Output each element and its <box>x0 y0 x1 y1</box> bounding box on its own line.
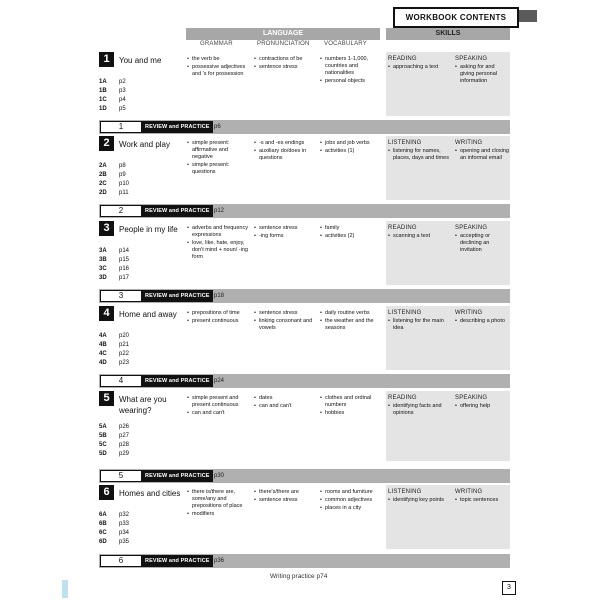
skill-heading: WRITING <box>455 310 483 316</box>
grammar-item: • there is/there are, some/any and prepositions of place <box>187 489 249 510</box>
lesson-page: p35 <box>119 539 130 545</box>
lesson-row[interactable] <box>99 105 126 114</box>
skill-item: • listening for names, places, days and times <box>388 148 450 162</box>
lesson-id: 6B <box>99 521 107 527</box>
grammar-item: • simple present: questions <box>187 162 249 176</box>
grammar-item: • possessive adjectives and 's for possession <box>187 64 249 78</box>
vocabulary-column <box>320 310 382 333</box>
lesson-row[interactable] <box>99 96 126 105</box>
grammar-list <box>187 225 249 261</box>
lesson-row[interactable] <box>99 450 129 459</box>
skill-column-2 <box>455 395 509 411</box>
skill-column-1 <box>388 395 450 418</box>
pronunciation-column <box>254 395 316 411</box>
review-page: p24 <box>214 378 225 384</box>
skill-column-2 <box>455 140 509 163</box>
skill-column-2 <box>455 225 509 255</box>
lesson-page: p29 <box>119 451 130 457</box>
review-unit-number: 5 <box>100 470 142 482</box>
pronunciation-column <box>254 140 316 163</box>
review-bar[interactable] <box>99 120 510 134</box>
lesson-list <box>99 423 129 459</box>
review-page: p12 <box>214 208 225 214</box>
review-unit-number: 6 <box>100 555 142 567</box>
lesson-page: p3 <box>119 88 126 94</box>
vocabulary-list <box>320 395 382 417</box>
lesson-page: p22 <box>119 351 130 357</box>
skill-column-1 <box>388 489 450 505</box>
lesson-id: 1B <box>99 88 107 94</box>
review-page: p18 <box>214 293 225 299</box>
review-page: p30 <box>214 473 225 479</box>
review-bar[interactable] <box>99 469 510 483</box>
vocabulary-header: VOCABULARY <box>324 41 367 47</box>
unit-number: 6 <box>99 485 114 500</box>
review-label: REVIEW and PRACTICE <box>142 205 213 217</box>
skill-column-1 <box>388 56 450 72</box>
unit-title[interactable]: Homes and cities <box>119 489 181 498</box>
lesson-list <box>99 78 126 114</box>
pronunciation-item: • can and can't <box>254 403 316 410</box>
vocabulary-item: • places in a city <box>320 505 382 512</box>
pronunciation-list <box>254 489 316 504</box>
skill-list <box>455 318 509 325</box>
review-label: REVIEW and PRACTICE <box>142 290 213 302</box>
unit-title[interactable]: You and me <box>119 56 162 65</box>
pronunciation-header: PRONUNCIATION <box>257 41 310 47</box>
pronunciation-item: • sentence stress <box>254 225 316 232</box>
skill-item: • identifying facts and opinions <box>388 403 450 417</box>
lesson-row[interactable] <box>99 341 129 350</box>
lesson-page: p14 <box>119 248 130 254</box>
review-unit-number: 1 <box>100 121 142 133</box>
lesson-row[interactable] <box>99 432 129 441</box>
lesson-row[interactable] <box>99 87 126 96</box>
lesson-page: p10 <box>119 181 130 187</box>
lesson-row[interactable] <box>99 78 126 87</box>
unit-cell <box>99 52 183 116</box>
pronunciation-item: • contractions of be <box>254 56 316 63</box>
lesson-page: p11 <box>119 190 129 196</box>
language-cell <box>184 136 384 200</box>
unit-title[interactable]: People in my life <box>119 225 178 234</box>
lesson-list <box>99 162 129 198</box>
grammar-column <box>187 489 249 519</box>
vocabulary-item: • common adjectives <box>320 497 382 504</box>
grammar-column <box>187 225 249 262</box>
vocabulary-column <box>320 56 382 86</box>
grammar-item: • can and can't <box>187 410 249 417</box>
skill-column-1 <box>388 310 450 333</box>
page-title: WORKBOOK CONTENTS <box>393 7 519 28</box>
review-unit-number: 2 <box>100 205 142 217</box>
lesson-list <box>99 332 129 368</box>
unit-row <box>99 52 510 116</box>
grammar-item: • present continuous <box>187 318 249 325</box>
margin-tab-decoration <box>62 580 68 598</box>
grammar-item: • simple present: affirmative and negative <box>187 140 249 161</box>
pronunciation-column <box>254 56 316 72</box>
lesson-row[interactable] <box>99 359 129 368</box>
lesson-page: p21 <box>119 342 130 348</box>
lesson-row[interactable] <box>99 247 129 256</box>
grammar-list <box>187 140 249 176</box>
lesson-row[interactable] <box>99 274 129 283</box>
vocabulary-column <box>320 225 382 241</box>
skill-item: • scanning a text <box>388 233 450 240</box>
pronunciation-list <box>254 395 316 410</box>
unit-row <box>99 221 510 285</box>
pronunciation-item: • sentence stress <box>254 64 316 71</box>
skill-item: • accepting or declining an invitation <box>455 233 509 254</box>
lesson-page: p34 <box>119 530 130 536</box>
language-header: LANGUAGE <box>186 28 380 40</box>
lesson-page: p9 <box>119 172 126 178</box>
lesson-id: 2A <box>99 163 107 169</box>
lesson-page: p8 <box>119 163 126 169</box>
skill-heading: SPEAKING <box>455 225 488 231</box>
lesson-row[interactable] <box>99 332 129 341</box>
vocabulary-item: • personal objects <box>320 78 382 85</box>
language-cell <box>184 221 384 285</box>
lesson-id: 3B <box>99 257 107 263</box>
lesson-row[interactable] <box>99 350 129 359</box>
lesson-row[interactable] <box>99 256 129 265</box>
unit-cell <box>99 136 183 200</box>
pronunciation-list <box>254 310 316 332</box>
skill-list <box>455 497 509 504</box>
writing-practice-link[interactable]: Writing practice p74 <box>270 573 328 580</box>
lesson-id: 2B <box>99 172 107 178</box>
lesson-id: 6C <box>99 530 107 536</box>
vocabulary-list <box>320 56 382 85</box>
lesson-row[interactable] <box>99 511 129 520</box>
lesson-row[interactable] <box>99 162 129 171</box>
vocabulary-list <box>320 140 382 155</box>
skill-heading: SPEAKING <box>455 56 488 62</box>
skill-list <box>388 403 450 417</box>
lesson-page: p15 <box>119 257 130 263</box>
lesson-page: p16 <box>119 266 130 272</box>
lesson-id: 3D <box>99 275 107 281</box>
unit-number: 4 <box>99 306 114 321</box>
language-cell <box>184 485 384 549</box>
skills-cell <box>386 391 510 461</box>
lesson-page: p23 <box>119 360 130 366</box>
review-bar[interactable] <box>99 204 510 218</box>
skill-list <box>388 318 450 332</box>
lesson-page: p2 <box>119 79 126 85</box>
lesson-id: 2D <box>99 190 107 196</box>
review-unit-number: 4 <box>100 375 142 387</box>
skill-list <box>388 497 450 504</box>
skill-list <box>455 64 509 85</box>
lesson-row[interactable] <box>99 538 129 547</box>
pronunciation-item: • there's/there are <box>254 489 316 496</box>
vocabulary-item: • daily routine verbs <box>320 310 382 317</box>
skill-column-2 <box>455 56 509 86</box>
review-unit-number: 3 <box>100 290 142 302</box>
vocabulary-column <box>320 395 382 418</box>
skill-item: • describing a photo <box>455 318 509 325</box>
unit-cell <box>99 485 183 549</box>
pronunciation-item: • linking consonant and vowels <box>254 318 316 332</box>
unit-number: 1 <box>99 52 114 67</box>
vocabulary-item: • rooms and furniture <box>320 489 382 496</box>
skill-item: • asking for and giving personal information <box>455 64 509 85</box>
grammar-item: • prepositions of time <box>187 310 249 317</box>
skill-heading: WRITING <box>455 489 483 495</box>
skill-heading: SPEAKING <box>455 395 488 401</box>
vocabulary-list <box>320 489 382 512</box>
skill-heading: LISTENING <box>388 310 422 316</box>
skills-cell <box>386 306 510 370</box>
skills-header: SKILLS <box>386 28 510 40</box>
vocabulary-list <box>320 310 382 332</box>
skill-item: • topic sentences <box>455 497 509 504</box>
lesson-row[interactable] <box>99 441 129 450</box>
pronunciation-item: • -s and -es endings <box>254 140 316 147</box>
vocabulary-item: • clothes and ordinal numbers <box>320 395 382 409</box>
pronunciation-column <box>254 310 316 333</box>
lesson-page: p26 <box>119 424 130 430</box>
vocabulary-item: • the weather and the seasons <box>320 318 382 332</box>
grammar-header: GRAMMAR <box>200 41 233 47</box>
lesson-id: 4C <box>99 351 107 357</box>
grammar-item: • adverbs and frequency expressions <box>187 225 249 239</box>
lesson-page: p27 <box>119 433 130 439</box>
unit-number: 3 <box>99 221 114 236</box>
grammar-item: • love, like, hate, enjoy, don't mind + noun/ -ing form <box>187 240 249 261</box>
skill-list <box>455 233 509 254</box>
lesson-page: p28 <box>119 442 130 448</box>
lesson-id: 5A <box>99 424 107 430</box>
skill-list <box>388 233 450 240</box>
lesson-row[interactable] <box>99 180 129 189</box>
lesson-id: 4B <box>99 342 107 348</box>
review-page: p6 <box>214 124 221 130</box>
grammar-item: • modifiers <box>187 511 249 518</box>
pronunciation-item: • sentence stress <box>254 310 316 317</box>
lesson-id: 6D <box>99 539 107 545</box>
grammar-list <box>187 489 249 518</box>
lesson-page: p5 <box>119 106 126 112</box>
lesson-id: 4A <box>99 333 107 339</box>
skill-list <box>455 148 509 162</box>
lesson-id: 1D <box>99 106 107 112</box>
grammar-column <box>187 140 249 177</box>
grammar-list <box>187 395 249 417</box>
review-label: REVIEW and PRACTICE <box>142 555 213 567</box>
pronunciation-list <box>254 140 316 162</box>
unit-cell <box>99 221 183 285</box>
review-bar[interactable] <box>99 374 510 388</box>
language-cell <box>184 52 384 116</box>
skill-item: • offering help <box>455 403 509 410</box>
pronunciation-column <box>254 225 316 241</box>
unit-row <box>99 136 510 200</box>
grammar-list <box>187 56 249 78</box>
lesson-row[interactable] <box>99 265 129 274</box>
pronunciation-item: • dates <box>254 395 316 402</box>
lesson-id: 5B <box>99 433 107 439</box>
pronunciation-list <box>254 225 316 240</box>
grammar-column <box>187 395 249 418</box>
skill-item: • identifying key points <box>388 497 450 504</box>
skills-cell <box>386 221 510 285</box>
lesson-id: 4D <box>99 360 107 366</box>
skill-list <box>455 403 509 410</box>
skills-cell <box>386 136 510 200</box>
vocabulary-item: • activities (1) <box>320 148 382 155</box>
unit-cell <box>99 306 183 370</box>
unit-title[interactable]: What are you wearing? <box>119 395 167 415</box>
lesson-row[interactable] <box>99 189 129 198</box>
lesson-id: 5C <box>99 442 107 448</box>
lesson-id: 1A <box>99 79 107 85</box>
review-bar[interactable] <box>99 289 510 303</box>
lesson-id: 6A <box>99 512 107 518</box>
skill-column-2 <box>455 310 509 326</box>
unit-row <box>99 391 510 461</box>
unit-title[interactable]: Work and play <box>119 140 170 149</box>
grammar-item: • the verb be <box>187 56 249 63</box>
vocabulary-item: • hobbies <box>320 410 382 417</box>
pronunciation-list <box>254 56 316 71</box>
vocabulary-column <box>320 140 382 156</box>
skill-item: • opening and closing an informal email <box>455 148 509 162</box>
lesson-row[interactable] <box>99 520 129 529</box>
lesson-id: 5D <box>99 451 107 457</box>
skill-column-1 <box>388 225 450 241</box>
grammar-column <box>187 56 249 79</box>
lesson-id: 3A <box>99 248 107 254</box>
vocabulary-item: • activities (2) <box>320 233 382 240</box>
review-label: REVIEW and PRACTICE <box>142 375 213 387</box>
grammar-list <box>187 310 249 325</box>
review-label: REVIEW and PRACTICE <box>142 121 213 133</box>
skills-cell <box>386 485 510 549</box>
lesson-list <box>99 247 129 283</box>
lesson-row[interactable] <box>99 423 129 432</box>
pronunciation-column <box>254 489 316 505</box>
skill-heading: WRITING <box>455 140 483 146</box>
lesson-id: 1C <box>99 97 107 103</box>
unit-number: 5 <box>99 391 114 406</box>
unit-row <box>99 485 510 549</box>
skill-heading: LISTENING <box>388 489 422 495</box>
lesson-page: p20 <box>119 333 130 339</box>
vocabulary-item: • jobs and job verbs <box>320 140 382 147</box>
review-label: REVIEW and PRACTICE <box>142 470 213 482</box>
unit-row <box>99 306 510 370</box>
skill-item: • listening for the main idea <box>388 318 450 332</box>
language-cell <box>184 306 384 370</box>
lesson-page: p33 <box>119 521 130 527</box>
lesson-page: p17 <box>119 275 130 281</box>
skill-item: • approaching a text <box>388 64 450 71</box>
vocabulary-item: • numbers 1-1,000, countries and nationalities <box>320 56 382 77</box>
skill-column-1 <box>388 140 450 163</box>
language-cell <box>184 391 384 461</box>
pronunciation-item: • sentence stress <box>254 497 316 504</box>
skill-heading: READING <box>388 56 417 62</box>
unit-cell <box>99 391 183 461</box>
review-bar[interactable] <box>99 554 510 568</box>
pronunciation-item: • -ing forms <box>254 233 316 240</box>
lesson-page: p32 <box>119 512 130 518</box>
vocabulary-item: • family <box>320 225 382 232</box>
skill-column-2 <box>455 489 509 505</box>
skill-heading: READING <box>388 395 417 401</box>
unit-number: 2 <box>99 136 114 151</box>
review-page: p36 <box>214 558 225 564</box>
grammar-column <box>187 310 249 326</box>
skill-list <box>388 148 450 162</box>
vocabulary-column <box>320 489 382 513</box>
vocabulary-list <box>320 225 382 240</box>
page-number: 3 <box>502 581 516 595</box>
lesson-id: 2C <box>99 181 107 187</box>
lesson-row[interactable] <box>99 529 129 538</box>
lesson-page: p4 <box>119 97 126 103</box>
lesson-list <box>99 511 129 547</box>
skill-heading: READING <box>388 225 417 231</box>
grammar-item: • simple present and present continuous <box>187 395 249 409</box>
lesson-id: 3C <box>99 266 107 272</box>
pronunciation-item: • auxiliary do/does in questions <box>254 148 316 162</box>
title-tab-decoration <box>519 10 537 22</box>
skills-cell <box>386 52 510 116</box>
lesson-row[interactable] <box>99 171 129 180</box>
skill-list <box>388 64 450 71</box>
skill-heading: LISTENING <box>388 140 422 146</box>
unit-title[interactable]: Home and away <box>119 310 177 319</box>
